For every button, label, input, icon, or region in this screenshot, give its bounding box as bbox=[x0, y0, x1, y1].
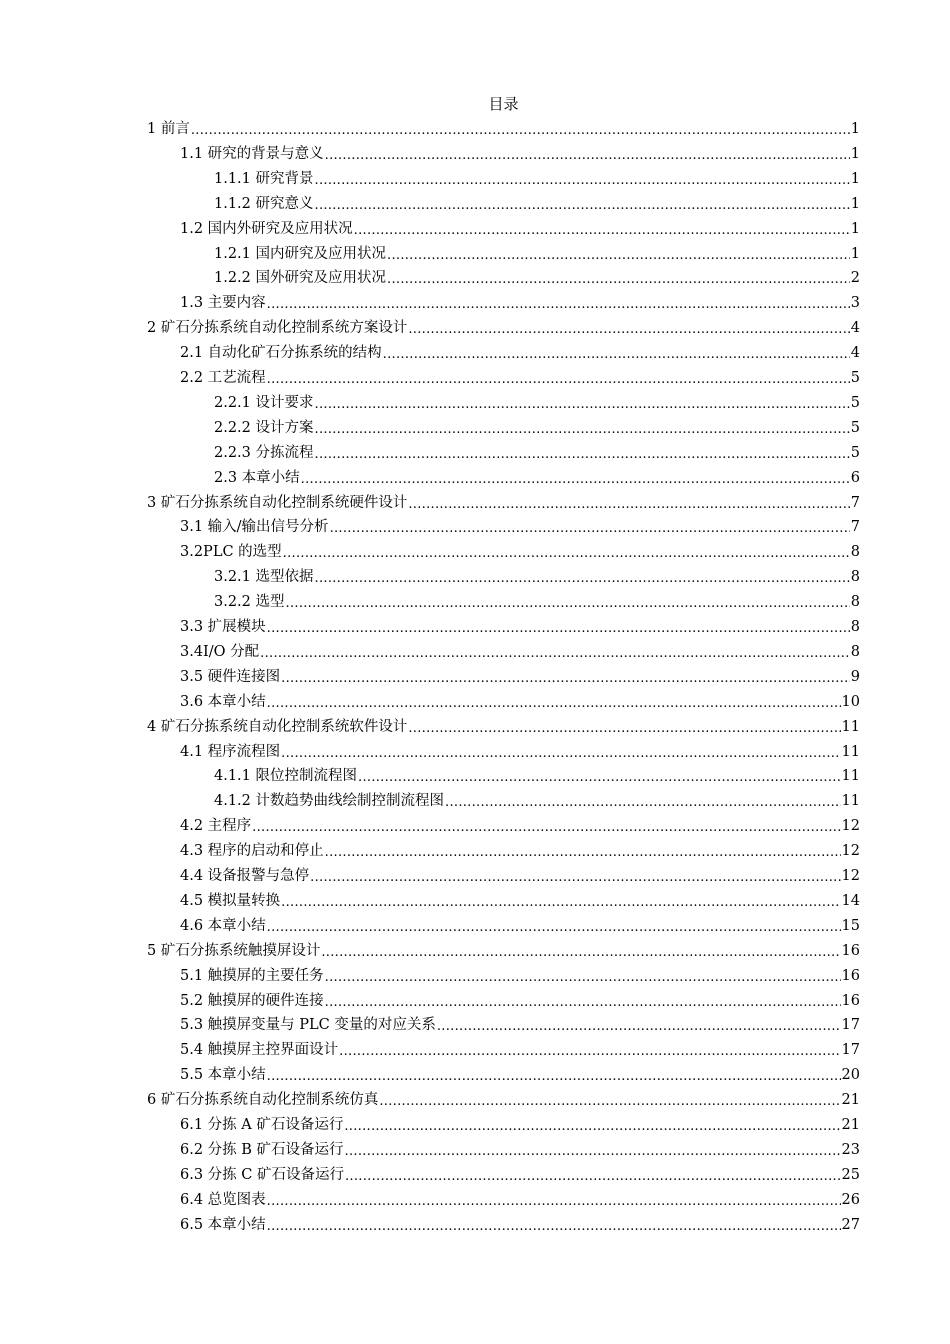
toc-entry-label: 3.5 硬件连接图 bbox=[180, 669, 281, 685]
toc-entry[interactable] bbox=[147, 1087, 860, 1111]
toc-entry-page-number: 8 bbox=[850, 569, 860, 585]
toc-entry[interactable] bbox=[180, 365, 860, 389]
toc-entry-label: 4.6 本章小结 bbox=[180, 918, 266, 934]
toc-entry[interactable] bbox=[147, 714, 860, 738]
toc-entry-page-number: 27 bbox=[841, 1217, 860, 1233]
toc-entry-label: 2.2.1 设计要求 bbox=[214, 395, 314, 411]
toc-entry-page-number: 26 bbox=[841, 1192, 860, 1208]
toc-entry-label: 1.2 国内外研究及应用状况 bbox=[180, 221, 353, 237]
toc-entry-page-number: 21 bbox=[841, 1092, 860, 1108]
toc-entry-label: 4.1 程序流程图 bbox=[180, 744, 281, 760]
toc-entry-page-number: 11 bbox=[841, 719, 860, 735]
toc-entry-page-number: 12 bbox=[841, 843, 860, 859]
toc-entry-label: 2 矿石分拣系统自动化控制系统方案设计 bbox=[147, 320, 408, 336]
toc-entry[interactable] bbox=[180, 1062, 860, 1086]
toc-entry-label: 5.4 触摸屏主控界面设计 bbox=[180, 1042, 339, 1058]
toc-entry-label: 6.3 分拣 C 矿石设备运行 bbox=[180, 1167, 344, 1183]
toc-dot-leader bbox=[315, 442, 850, 464]
toc-entry[interactable] bbox=[214, 390, 860, 414]
toc-entry[interactable] bbox=[214, 415, 860, 439]
toc-dot-leader bbox=[267, 367, 850, 389]
toc-entry-page-number: 7 bbox=[850, 495, 860, 511]
toc-dot-leader bbox=[437, 1014, 841, 1036]
toc-entry-label: 6.5 本章小结 bbox=[180, 1217, 266, 1233]
toc-dot-leader bbox=[354, 218, 850, 240]
toc-entry-page-number: 12 bbox=[841, 868, 860, 884]
toc-entry-page-number: 11 bbox=[841, 768, 860, 784]
toc-entry[interactable] bbox=[180, 1162, 860, 1186]
toc-entry-page-number: 20 bbox=[841, 1067, 860, 1083]
toc-entry-page-number: 1 bbox=[850, 246, 860, 262]
toc-entry-label: 2.3 本章小结 bbox=[214, 470, 300, 486]
toc-entry[interactable] bbox=[214, 241, 860, 265]
toc-entry-page-number: 4 bbox=[850, 320, 860, 336]
toc-entry-page-number: 3 bbox=[850, 295, 860, 311]
toc-dot-leader bbox=[330, 516, 850, 538]
toc-entry[interactable] bbox=[180, 1137, 860, 1161]
toc-entry-label: 1.3 主要内容 bbox=[180, 295, 266, 311]
toc-entry-label: 5.2 触摸屏的硬件连接 bbox=[180, 993, 324, 1009]
toc-dot-leader bbox=[281, 890, 840, 912]
toc-entry[interactable] bbox=[214, 265, 860, 289]
toc-entry-page-number: 7 bbox=[850, 519, 860, 535]
toc-entry[interactable] bbox=[180, 141, 860, 165]
toc-dot-leader bbox=[267, 915, 841, 937]
toc-entry[interactable] bbox=[180, 539, 860, 563]
toc-entry-label: 4.1.2 计数趋势曲线绘制控制流程图 bbox=[214, 793, 445, 809]
toc-entry[interactable] bbox=[180, 639, 860, 663]
toc-dot-leader bbox=[358, 765, 841, 787]
toc-entry-label: 3.2.1 选型依据 bbox=[214, 569, 314, 585]
toc-dot-leader bbox=[267, 292, 850, 314]
toc-entry[interactable] bbox=[214, 763, 860, 787]
toc-entry[interactable] bbox=[180, 689, 860, 713]
toc-dot-leader bbox=[325, 143, 850, 165]
toc-entry[interactable] bbox=[180, 1212, 860, 1236]
toc-entry[interactable] bbox=[180, 888, 860, 912]
toc-entry-page-number: 4 bbox=[850, 345, 860, 361]
toc-dot-leader bbox=[191, 118, 850, 140]
toc-entry-page-number: 15 bbox=[841, 918, 860, 934]
toc-dot-leader bbox=[339, 1039, 840, 1061]
toc-entry-label: 3.2.2 选型 bbox=[214, 594, 285, 610]
toc-dot-leader bbox=[315, 193, 850, 215]
toc-dot-leader bbox=[445, 790, 841, 812]
toc-dot-leader bbox=[344, 1114, 840, 1136]
toc-dot-leader bbox=[267, 1064, 841, 1086]
toc-entry-page-number: 14 bbox=[841, 893, 860, 909]
toc-entry[interactable] bbox=[214, 589, 860, 613]
toc-dot-leader bbox=[301, 467, 850, 489]
toc-dot-leader bbox=[325, 965, 841, 987]
toc-entry-label: 6.2 分拣 B 矿石设备运行 bbox=[180, 1142, 344, 1158]
toc-dot-leader bbox=[325, 990, 841, 1012]
toc-entry[interactable] bbox=[180, 1037, 860, 1061]
toc-entry-label: 1.1.2 研究意义 bbox=[214, 196, 314, 212]
toc-entry-page-number: 5 bbox=[850, 445, 860, 461]
toc-entry-page-number: 5 bbox=[850, 420, 860, 436]
toc-dot-leader bbox=[267, 691, 841, 713]
toc-dot-leader bbox=[379, 1089, 840, 1111]
toc-entry-page-number: 10 bbox=[841, 694, 860, 710]
toc-entry-page-number: 8 bbox=[850, 544, 860, 560]
toc-dot-leader bbox=[345, 1164, 841, 1186]
toc-entry-page-number: 23 bbox=[841, 1142, 860, 1158]
toc-dot-leader bbox=[387, 243, 850, 265]
toc-entry-label: 1.1 研究的背景与意义 bbox=[180, 146, 324, 162]
toc-entry[interactable] bbox=[147, 490, 860, 514]
toc-entry-page-number: 8 bbox=[850, 619, 860, 635]
toc-dot-leader bbox=[267, 1189, 841, 1211]
toc-dot-leader bbox=[281, 666, 850, 688]
toc-entry[interactable] bbox=[214, 788, 860, 812]
toc-entry-page-number: 25 bbox=[841, 1167, 860, 1183]
toc-entry-page-number: 17 bbox=[841, 1042, 860, 1058]
toc-entry[interactable] bbox=[180, 340, 860, 364]
toc-entry[interactable] bbox=[180, 1112, 860, 1136]
toc-entry-label: 6 矿石分拣系统自动化控制系统仿真 bbox=[147, 1092, 379, 1108]
toc-entry-page-number: 17 bbox=[841, 1017, 860, 1033]
toc-dot-leader bbox=[383, 342, 850, 364]
toc-entry-page-number: 16 bbox=[841, 993, 860, 1009]
toc-entry-page-number: 11 bbox=[841, 744, 860, 760]
toc-entry[interactable] bbox=[214, 564, 860, 588]
toc-entry[interactable] bbox=[214, 465, 860, 489]
toc-entry-page-number: 1 bbox=[850, 171, 860, 187]
toc-dot-leader bbox=[387, 267, 850, 289]
toc-entry-label: 3.1 输入/输出信号分析 bbox=[180, 519, 329, 535]
toc-title: 目录 bbox=[488, 95, 519, 113]
toc-dot-leader bbox=[315, 392, 850, 414]
toc-entry[interactable] bbox=[147, 116, 860, 140]
toc-entry[interactable] bbox=[180, 1012, 860, 1036]
toc-entry-label: 2.2.3 分拣流程 bbox=[214, 445, 314, 461]
toc-entry-label: 3.3 扩展模块 bbox=[180, 619, 266, 635]
toc-entry[interactable] bbox=[180, 614, 860, 638]
toc-dot-leader bbox=[281, 741, 840, 763]
toc-entry[interactable] bbox=[180, 216, 860, 240]
toc-dot-leader bbox=[315, 566, 850, 588]
toc-entry-label: 5 矿石分拣系统触摸屏设计 bbox=[147, 943, 321, 959]
toc-entry-page-number: 6 bbox=[850, 470, 860, 486]
toc-dot-leader bbox=[283, 541, 850, 563]
toc-entry-label: 4.2 主程序 bbox=[180, 818, 252, 834]
toc-dot-leader bbox=[252, 815, 840, 837]
toc-dot-leader bbox=[408, 716, 840, 738]
toc-entry-label: 2.2.2 设计方案 bbox=[214, 420, 314, 436]
toc-entry[interactable] bbox=[180, 838, 860, 862]
toc-entry-label: 3.4I/O 分配 bbox=[180, 644, 260, 660]
toc-entry-page-number: 12 bbox=[841, 818, 860, 834]
toc-entry-label: 1.2.1 国内研究及应用状况 bbox=[214, 246, 387, 262]
toc-entry-label: 4.3 程序的启动和停止 bbox=[180, 843, 324, 859]
toc-entry-label: 3 矿石分拣系统自动化控制系统硬件设计 bbox=[147, 495, 408, 511]
toc-dot-leader bbox=[345, 1139, 841, 1161]
toc-entry-page-number: 1 bbox=[850, 196, 860, 212]
toc-dot-leader bbox=[315, 168, 850, 190]
toc-entry[interactable] bbox=[180, 664, 860, 688]
toc-dot-leader bbox=[267, 616, 850, 638]
toc-entry-label: 1.2.2 国外研究及应用状况 bbox=[214, 270, 387, 286]
toc-entry-label: 2.1 自动化矿石分拣系统的结构 bbox=[180, 345, 382, 361]
toc-entry-label: 5.3 触摸屏变量与 PLC 变量的对应关系 bbox=[180, 1017, 436, 1033]
toc-entry-page-number: 16 bbox=[841, 968, 860, 984]
toc-entry-label: 6.4 总览图表 bbox=[180, 1192, 266, 1208]
toc-entry[interactable] bbox=[180, 963, 860, 987]
toc-entry-label: 3.2PLC 的选型 bbox=[180, 544, 282, 560]
toc-entry[interactable] bbox=[180, 813, 860, 837]
toc-entry-page-number: 9 bbox=[850, 669, 860, 685]
toc-entry-label: 2.2 工艺流程 bbox=[180, 370, 266, 386]
toc-entry-label: 4 矿石分拣系统自动化控制系统软件设计 bbox=[147, 719, 408, 735]
toc-entry[interactable] bbox=[180, 290, 860, 314]
toc-dot-leader bbox=[315, 417, 850, 439]
toc-entry-page-number: 1 bbox=[850, 221, 860, 237]
toc-entry[interactable] bbox=[180, 913, 860, 937]
toc-dot-leader bbox=[321, 940, 840, 962]
toc-entry-label: 4.4 设备报警与急停 bbox=[180, 868, 310, 884]
toc-entry[interactable] bbox=[147, 315, 860, 339]
toc-entry-label: 6.1 分拣 A 矿石设备运行 bbox=[180, 1117, 344, 1133]
toc-entry[interactable] bbox=[180, 739, 860, 763]
toc-entry-page-number: 1 bbox=[850, 146, 860, 162]
toc-entry-label: 1.1.1 研究背景 bbox=[214, 171, 314, 187]
toc-dot-leader bbox=[325, 840, 841, 862]
toc-dot-leader bbox=[267, 1214, 841, 1236]
toc-entry-page-number: 11 bbox=[841, 793, 860, 809]
toc-entry[interactable] bbox=[147, 938, 860, 962]
toc-entry-page-number: 16 bbox=[841, 943, 860, 959]
toc-entry-page-number: 8 bbox=[850, 594, 860, 610]
toc-entry[interactable] bbox=[180, 988, 860, 1012]
toc-dot-leader bbox=[286, 591, 850, 613]
toc-entry[interactable] bbox=[180, 1187, 860, 1211]
toc-entry-page-number: 21 bbox=[841, 1117, 860, 1133]
toc-entry[interactable] bbox=[214, 166, 860, 190]
toc-entry-label: 5.1 触摸屏的主要任务 bbox=[180, 968, 324, 984]
toc-entry-page-number: 5 bbox=[850, 395, 860, 411]
toc-entry-label: 4.5 模拟量转换 bbox=[180, 893, 281, 909]
toc-entry[interactable] bbox=[180, 863, 860, 887]
toc-entry-page-number: 5 bbox=[850, 370, 860, 386]
toc-dot-leader bbox=[260, 641, 850, 663]
toc-entry[interactable] bbox=[214, 191, 860, 215]
toc-entry-label: 3.6 本章小结 bbox=[180, 694, 266, 710]
toc-entry[interactable] bbox=[214, 440, 860, 464]
toc-dot-leader bbox=[408, 317, 849, 339]
toc-entry-label: 1 前言 bbox=[147, 121, 190, 137]
toc-entry-label: 5.5 本章小结 bbox=[180, 1067, 266, 1083]
toc-entry-label: 4.1.1 限位控制流程图 bbox=[214, 768, 358, 784]
toc-dot-leader bbox=[310, 865, 840, 887]
toc-entry-page-number: 1 bbox=[850, 121, 860, 137]
toc-entry[interactable] bbox=[180, 514, 860, 538]
toc-entry-page-number: 8 bbox=[850, 644, 860, 660]
toc-entry-page-number: 2 bbox=[850, 270, 860, 286]
toc-dot-leader bbox=[408, 492, 849, 514]
